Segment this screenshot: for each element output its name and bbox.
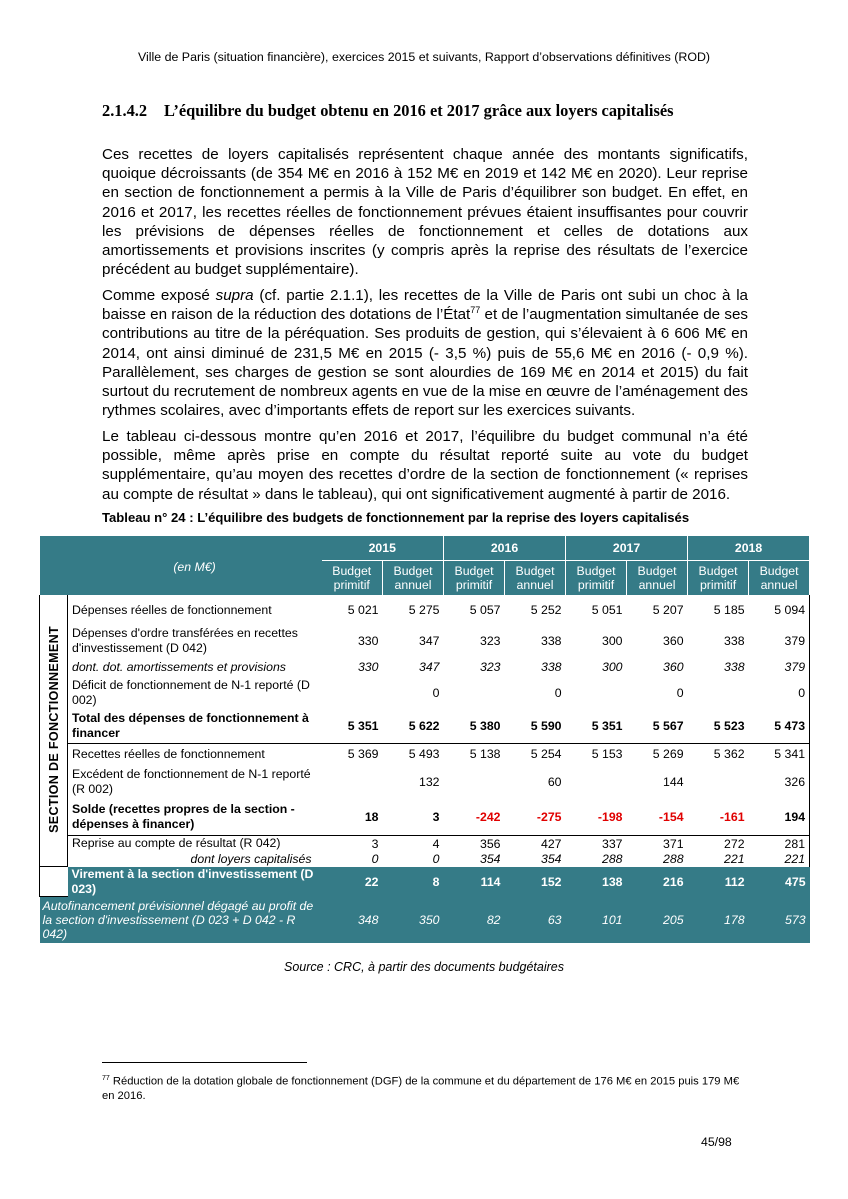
cell: 347 bbox=[418, 660, 440, 674]
cell: 5 351 bbox=[347, 718, 379, 733]
page-header: Ville de Paris (situation financière), exercices 2015 et suivants, Rapport d’observations définitives (ROD) bbox=[137, 50, 711, 64]
table-row bbox=[40, 835, 810, 852]
cell: 114 bbox=[444, 867, 505, 897]
cell: 338 bbox=[724, 660, 745, 674]
table-source: Source : CRC, à partir des documents budgétaires bbox=[284, 960, 564, 974]
cell: 5 380 bbox=[469, 718, 501, 733]
table-row bbox=[40, 743, 810, 765]
cell: 22 bbox=[322, 867, 383, 897]
cell: 138 bbox=[566, 867, 627, 897]
cell: 5 473 bbox=[749, 709, 810, 743]
cell: 5 057 bbox=[469, 603, 501, 617]
section-number: 2.1.4.2 bbox=[102, 101, 148, 120]
cell: 5 341 bbox=[749, 743, 810, 765]
footnote-number: 77 bbox=[102, 1075, 110, 1082]
cell bbox=[322, 765, 383, 799]
cell-negative: -154 bbox=[658, 809, 684, 824]
cell: 354 bbox=[479, 851, 501, 866]
table-row bbox=[40, 625, 810, 657]
cell: 63 bbox=[505, 897, 566, 943]
year-2015: 2015 bbox=[322, 536, 444, 561]
col-2016-annuel: Budget annuel bbox=[505, 561, 566, 596]
table-row bbox=[40, 765, 810, 799]
page-number: 45/98 bbox=[701, 1135, 732, 1149]
col-2015-primitif: Budget primitif bbox=[322, 561, 383, 596]
row-label: Recettes réelles de fonctionnement bbox=[68, 743, 322, 765]
cell: 573 bbox=[749, 897, 810, 943]
table-caption: Tableau n° 24 : L’équilibre des budgets de fonctionnement par la reprise des loyers capitalisés bbox=[102, 510, 690, 525]
row-label: Reprise au compte de résultat (R 042) bbox=[68, 835, 322, 852]
side-spacer bbox=[40, 867, 68, 897]
table-row-total bbox=[40, 709, 810, 743]
cell: 0 bbox=[676, 686, 684, 700]
cell bbox=[444, 677, 505, 709]
cell bbox=[566, 677, 627, 709]
cell: 300 bbox=[602, 660, 623, 674]
section-title bbox=[102, 101, 762, 121]
paragraph-2-part-b: (cf. partie 2.1.1), les recettes de la Ville de Paris ont subi un choc à la baisse en raison de la réduction des dotations de l’État bbox=[102, 287, 749, 324]
table-row-virement bbox=[40, 867, 810, 897]
footnote-divider bbox=[102, 1062, 307, 1063]
cell: 348 bbox=[322, 897, 383, 943]
cell: 281 bbox=[749, 835, 810, 852]
cell bbox=[322, 677, 383, 709]
cell: 323 bbox=[479, 660, 501, 674]
cell: 5 351 bbox=[591, 718, 623, 733]
row-label: Excédent de fonctionnement de N-1 reporté (R 002) bbox=[68, 765, 322, 799]
cell: 82 bbox=[444, 897, 505, 943]
cell: 5 493 bbox=[383, 743, 444, 765]
cell: 330 bbox=[357, 660, 379, 674]
row-label: Total des dépenses de fonctionnement à financer bbox=[68, 709, 322, 743]
cell: 178 bbox=[688, 897, 749, 943]
cell: 205 bbox=[627, 897, 688, 943]
table-row bbox=[40, 595, 810, 625]
header-corner bbox=[40, 536, 68, 561]
cell: 101 bbox=[566, 897, 627, 943]
cell: 371 bbox=[627, 835, 688, 852]
paragraph-2-supra: supra bbox=[215, 287, 254, 304]
cell: 8 bbox=[383, 867, 444, 897]
cell: 132 bbox=[418, 775, 440, 789]
cell: 5 622 bbox=[408, 718, 440, 733]
cell: 5 567 bbox=[652, 718, 684, 733]
cell: 338 bbox=[724, 634, 745, 648]
paragraph-2-part-a: Comme exposé bbox=[102, 287, 216, 304]
cell bbox=[688, 677, 749, 709]
row-label: Virement à la section d'investissement (D 023) bbox=[68, 867, 322, 897]
cell: 5 523 bbox=[713, 718, 745, 733]
row-label: Dépenses réelles de fonctionnement bbox=[68, 595, 322, 625]
cell: 379 bbox=[749, 625, 810, 657]
cell: 272 bbox=[688, 835, 749, 852]
cell bbox=[566, 765, 627, 799]
col-2018-primitif: Budget primitif bbox=[688, 561, 749, 596]
cell: 216 bbox=[627, 867, 688, 897]
footnote-ref-77[interactable]: 77 bbox=[470, 305, 481, 316]
cell: 221 bbox=[749, 852, 810, 867]
cell: 338 bbox=[541, 634, 562, 648]
col-2017-primitif: Budget primitif bbox=[566, 561, 627, 596]
paragraph-3: Le tableau ci-dessous montre qu’en 2016 et 2017, l’équilibre du budget communal n’a été possible, même après prise en compte du résultat reporté suite au vote du budget supplémentaire, qu’au moyen des recettes d’ordre de la section de fonctionnement (« reprises au compte de résultat » dans le tableau), qui ont significativement augmenté à partir de 2016. bbox=[102, 428, 748, 503]
side-label: SECTION DE FONCTIONNEMENT bbox=[46, 625, 61, 833]
cell-negative: -198 bbox=[597, 809, 623, 824]
side-label-cell bbox=[40, 595, 68, 867]
cell-negative: -242 bbox=[475, 809, 501, 824]
cell: 5 590 bbox=[530, 718, 562, 733]
cell: 3 bbox=[432, 809, 440, 824]
col-2017-annuel: Budget annuel bbox=[627, 561, 688, 596]
cell: 360 bbox=[663, 634, 684, 648]
cell: 347 bbox=[418, 634, 440, 648]
cell: 360 bbox=[663, 660, 684, 674]
cell: 5 094 bbox=[749, 595, 810, 625]
cell: 288 bbox=[602, 851, 623, 866]
table-row-solde bbox=[40, 799, 810, 835]
paragraph-2-part-c: et de l’augmentation simultanée de ses contributions au titre de la péréquation. Ses produits de gestion, qui s’élevaient à 6 606 M€ en 2014, ont ainsi diminué de 231,5 M€ en 2015 (- 3,5 %) puis de 55,6 M€ en 2016 (- 0,9 %). Parallèlement, ses charges de gestion se sont alourdies de 169 M€ en 2014 et 2015) du fait surtout du recrutement de nombreux agents en vue de la mise en œuvre de l’aménagement des rythmes scolaires, avec d’importants effets de report sur les exercices suivants. bbox=[102, 306, 748, 420]
paragraph-1: Ces recettes de loyers capitalisés représentent chaque année des montants significatifs, quoique décroissants (de 354 M€ en 2016 à 152 M€ en 2019 et 142 M€ en 2020). Leur reprise en section de fonctionnement a permis à la Ville de Paris d’équilibrer son budget. En effet, en 2016 et 2017, les recettes réelles de fonctionnement prévues étaient insuffisantes pour couvrir les prévisions de dépenses réelles de fonctionnement et celles de dotations aux amortissements et provisions inscrites (y compris après la reprise des résultats de l’exercice précédent au budget supplémentaire). bbox=[102, 146, 748, 279]
cell: 4 bbox=[383, 835, 444, 852]
table-row-autofinancement bbox=[40, 897, 810, 943]
cell-negative: -275 bbox=[536, 809, 562, 824]
unit-label: (en M€) bbox=[68, 536, 322, 595]
paragraph-2 bbox=[102, 286, 748, 420]
cell: 330 bbox=[357, 634, 379, 648]
col-2015-annuel: Budget annuel bbox=[383, 561, 444, 596]
row-label: Déficit de fonctionnement de N-1 reporté (D 002) bbox=[68, 677, 322, 709]
cell: 60 bbox=[547, 775, 562, 789]
cell: 0 bbox=[432, 686, 440, 700]
row-label: dont. dot. amortissements et provisions bbox=[68, 657, 322, 677]
cell: 18 bbox=[364, 809, 379, 824]
year-2016: 2016 bbox=[444, 536, 566, 561]
cell: 5 207 bbox=[652, 603, 684, 617]
row-label: Solde (recettes propres de la section - dépenses à financer) bbox=[68, 799, 322, 835]
footnote bbox=[102, 1072, 752, 1103]
footnote-text: Réduction de la dotation globale de fonctionnement (DGF) de la commune et du département de 176 M€ en 2015 puis 179 M€ en 2016. bbox=[102, 1075, 740, 1102]
cell: 221 bbox=[724, 851, 745, 866]
cell: 337 bbox=[566, 835, 627, 852]
cell: 194 bbox=[749, 799, 810, 835]
cell: 5 362 bbox=[688, 743, 749, 765]
cell: 152 bbox=[505, 867, 566, 897]
cell: 5 254 bbox=[505, 743, 566, 765]
cell: 5 051 bbox=[591, 603, 623, 617]
cell: 338 bbox=[541, 660, 562, 674]
cell: 475 bbox=[749, 867, 810, 897]
cell: 354 bbox=[541, 851, 562, 866]
cell: 5 153 bbox=[566, 743, 627, 765]
year-2018: 2018 bbox=[688, 536, 810, 561]
cell: 5 275 bbox=[408, 603, 440, 617]
col-2018-annuel: Budget annuel bbox=[749, 561, 810, 596]
table-row bbox=[40, 677, 810, 709]
cell: 356 bbox=[444, 835, 505, 852]
cell: 144 bbox=[663, 775, 684, 789]
cell: 5 369 bbox=[322, 743, 383, 765]
cell bbox=[688, 765, 749, 799]
table-row bbox=[40, 657, 810, 677]
cell: 350 bbox=[383, 897, 444, 943]
cell: 379 bbox=[749, 657, 810, 677]
cell: 5 021 bbox=[347, 603, 379, 617]
cell: 5 252 bbox=[530, 603, 562, 617]
cell: 0 bbox=[554, 686, 562, 700]
cell: 323 bbox=[479, 634, 501, 648]
cell: 288 bbox=[663, 851, 684, 866]
cell: 427 bbox=[505, 835, 566, 852]
row-label: Autofinancement prévisionnel dégagé au profit de la section d'investissement (D 023 + D 042 - R 042) bbox=[40, 897, 322, 943]
cell bbox=[444, 765, 505, 799]
col-2016-primitif: Budget primitif bbox=[444, 561, 505, 596]
cell: 3 bbox=[322, 835, 383, 852]
cell: 5 185 bbox=[713, 603, 745, 617]
cell: 0 bbox=[432, 851, 440, 866]
cell: 5 269 bbox=[627, 743, 688, 765]
section-title-text: L’équilibre du budget obtenu en 2016 et 2017 grâce aux loyers capitalisés bbox=[164, 101, 674, 120]
cell: 0 bbox=[371, 851, 379, 866]
year-2017: 2017 bbox=[566, 536, 688, 561]
cell: 5 138 bbox=[444, 743, 505, 765]
row-label: dont loyers capitalisés bbox=[68, 852, 322, 867]
table-row bbox=[40, 852, 810, 867]
budget-table bbox=[39, 536, 810, 943]
row-label: Dépenses d'ordre transférées en recettes d'investissement (D 042) bbox=[68, 625, 322, 657]
cell-negative: -161 bbox=[719, 809, 745, 824]
header-corner-2 bbox=[40, 561, 68, 596]
cell: 0 bbox=[749, 677, 810, 709]
cell: 112 bbox=[688, 867, 749, 897]
cell: 326 bbox=[749, 765, 810, 799]
cell: 300 bbox=[602, 634, 623, 648]
